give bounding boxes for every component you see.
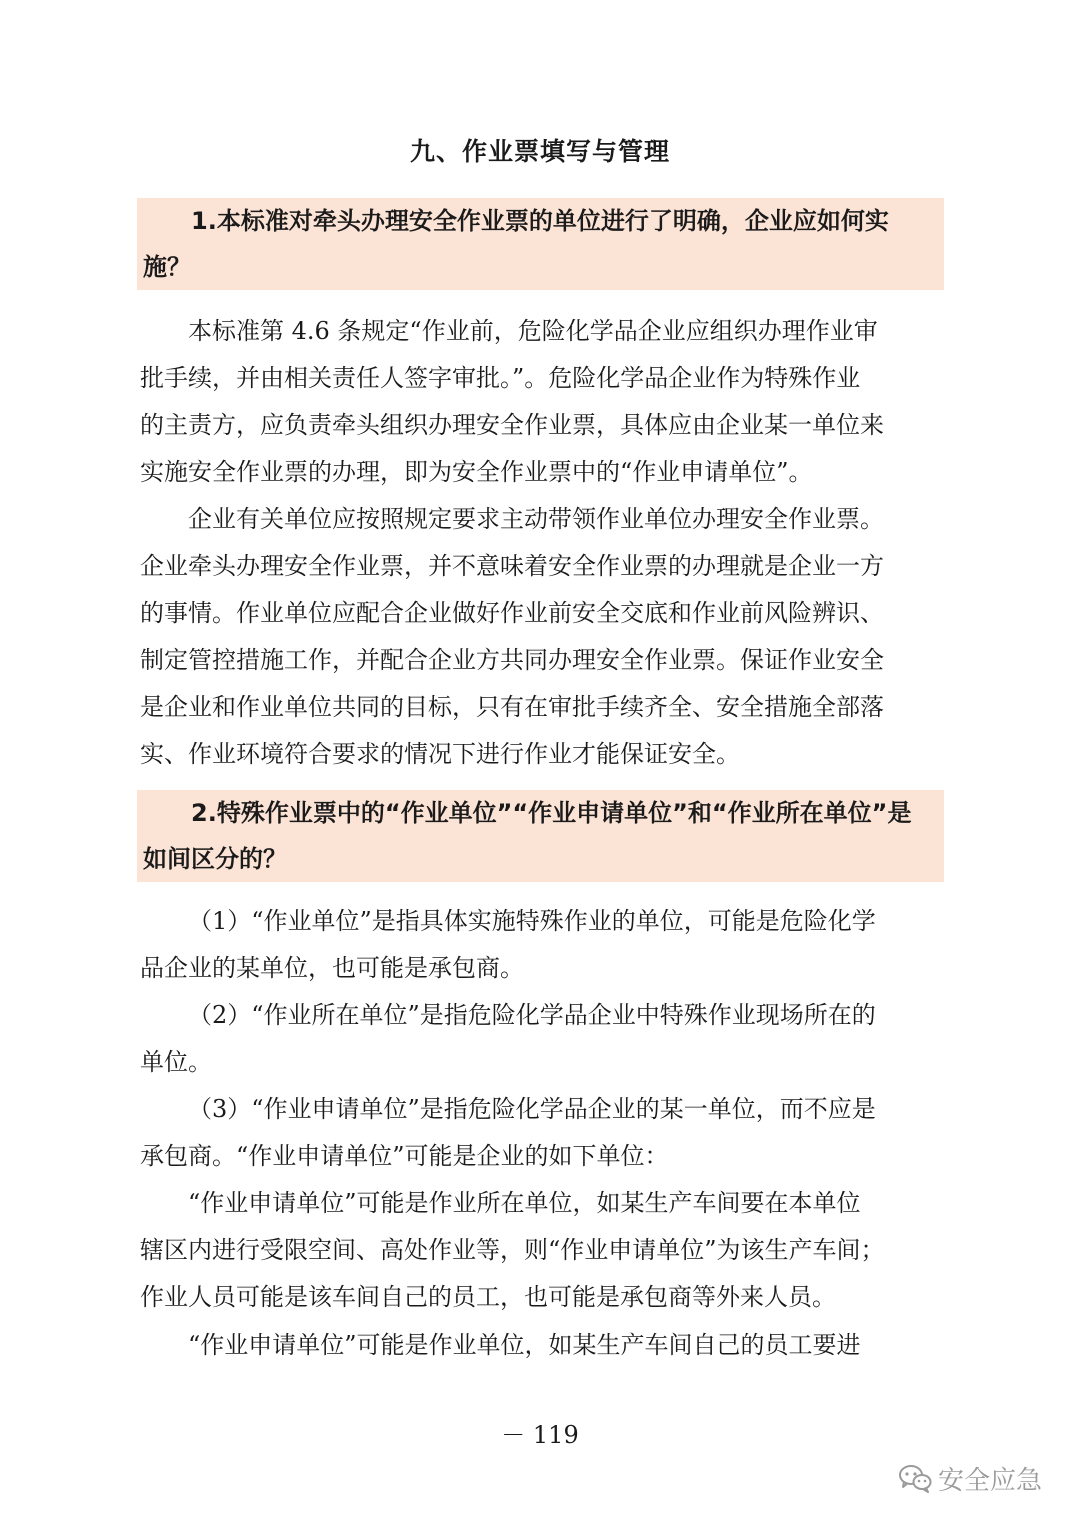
wechat-icon <box>898 1463 932 1493</box>
watermark <box>898 1458 1042 1498</box>
page-number: － 119 <box>501 1421 579 1449</box>
answer-2-item-3 <box>140 1086 940 1180</box>
text-line: 制定管控措施工作，并配合企业方共同办理安全作业票。保证作业安全 <box>140 646 884 674</box>
text-line: （3）“作业申请单位”是指危险化学品企业的某一单位，而不应是 <box>188 1095 876 1123</box>
text-line: 企业牵头办理安全作业票，并不意味着安全作业票的办理就是企业一方 <box>140 552 884 580</box>
question-2-line-2: 如间区分的？ <box>143 845 287 873</box>
answer-2-item-1 <box>140 898 940 992</box>
question-1-line-1: 1.本标准对牵头办理安全作业票的单位进行了明确，企业应如何实 <box>191 207 889 235</box>
watermark-text: 安全应急 <box>938 1465 1043 1496</box>
text-line: 是企业和作业单位共同的目标，只有在审批手续齐全、安全措施全部落 <box>140 693 884 721</box>
question-1-line-2: 施？ <box>143 253 191 281</box>
question-2-line-1: 2.特殊作业票中的“作业单位”“作业申请单位”和“作业所在单位”是 <box>191 799 912 827</box>
text-line: 的主责方，应负责牵头组织办理安全作业票，具体应由企业某一单位来 <box>140 411 884 439</box>
text-line: 品企业的某单位，也可能是承包商。 <box>140 954 524 982</box>
answer-1-paragraph-2 <box>140 496 940 778</box>
text-line: 实施安全作业票的办理，即为安全作业票中的“作业申请单位”。 <box>140 458 813 486</box>
text-line: 作业人员可能是该车间自己的员工，也可能是承包商等外来人员。 <box>140 1283 836 1311</box>
text-line: 批手续，并由相关责任人签字审批。”。危险化学品企业作为特殊作业 <box>140 364 861 392</box>
question-1-box <box>137 198 944 290</box>
text-line: “作业申请单位”可能是作业所在单位，如某生产车间要在本单位 <box>188 1189 861 1217</box>
text-line: 的事情。作业单位应配合企业做好作业前安全交底和作业前风险辨识、 <box>140 599 884 627</box>
answer-1-paragraph-1 <box>140 308 940 496</box>
answer-2-paragraph-5 <box>140 1322 940 1369</box>
section-title: 九、作业票填写与管理 <box>409 137 670 166</box>
question-2-box <box>137 790 944 882</box>
text-line: 承包商。“作业申请单位”可能是企业的如下单位： <box>140 1142 669 1170</box>
text-line: （2）“作业所在单位”是指危险化学品企业中特殊作业现场所在的 <box>188 1001 876 1029</box>
text-line: 本标准第 4.6 条规定“作业前，危险化学品企业应组织办理作业审 <box>188 317 878 345</box>
text-line: 辖区内进行受限空间、高处作业等，则“作业申请单位”为该生产车间； <box>140 1236 885 1264</box>
text-line: 企业有关单位应按照规定要求主动带领作业单位办理安全作业票。 <box>188 505 884 533</box>
answer-2-item-2 <box>140 992 940 1086</box>
answer-2-paragraph-4 <box>140 1180 940 1321</box>
text-line: “作业申请单位”可能是作业单位，如某生产车间自己的员工要进 <box>188 1331 861 1359</box>
text-line: 实、作业环境符合要求的情况下进行作业才能保证安全。 <box>140 740 740 768</box>
text-line: （1）“作业单位”是指具体实施特殊作业的单位，可能是危险化学 <box>188 907 876 935</box>
text-line: 单位。 <box>140 1048 212 1076</box>
